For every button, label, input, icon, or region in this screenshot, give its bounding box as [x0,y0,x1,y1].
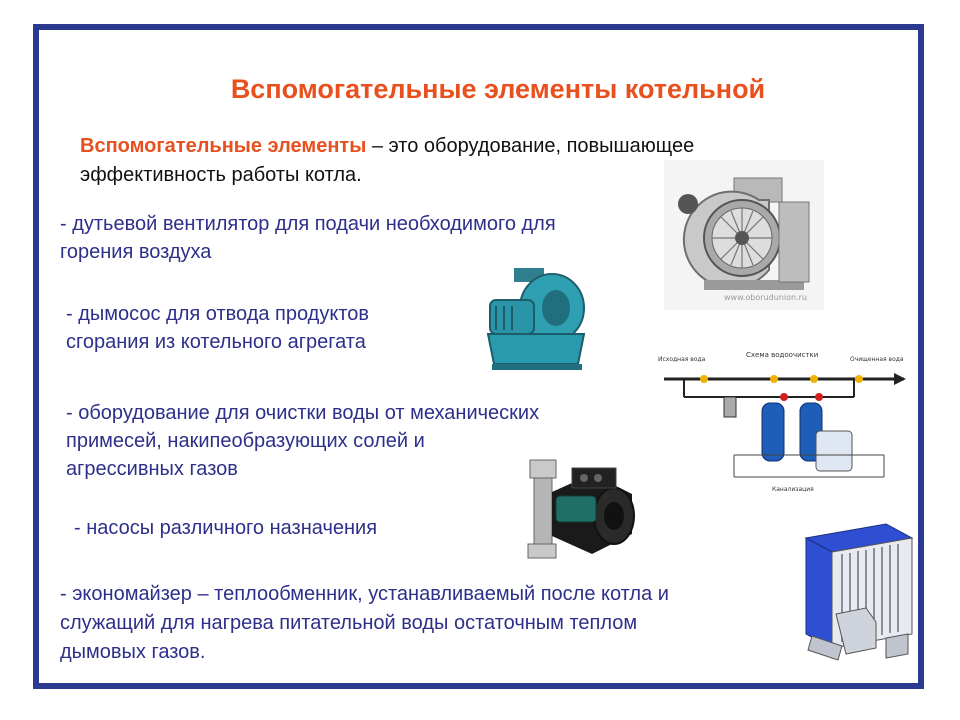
water-treatment-scheme-icon [654,345,914,497]
scheme-label-right: Очищенная вода [850,356,904,363]
scheme-label-bottom: Канализация [772,486,814,493]
economizer-icon [796,518,918,664]
definition-rest-line2: эффективность работы котла. [80,164,362,186]
item-text: - оборудование для очистки воды от механических [66,402,540,424]
list-item-water-treatment [66,399,539,483]
fan-caption: www.oborudunion.ru [724,293,807,302]
item-text: горения воздуха [60,241,212,263]
item-text: - насосы различного назначения [74,517,378,539]
smoke-exhauster-icon [484,268,596,378]
definition-rest: – это оборудование, повышающее [366,135,695,157]
item-text: сгорания из котельного агрегата [66,331,366,353]
centrifugal-fan-icon [664,160,824,310]
circulation-pump-icon [512,452,644,570]
item-text: - дымосос для отвода продуктов [66,303,370,325]
scheme-title: Схема водоочистки [746,351,819,359]
definition-term: Вспомогательные элементы [80,135,367,157]
list-item-pumps [74,514,377,542]
item-text: служащий для нагрева питательной воды остаточным теплом [60,612,638,634]
page-title: Вспомогательные элементы котельной [230,74,766,104]
list-item-exhauster [66,300,369,356]
item-text: примесей, накипеобразующих солей и [66,430,425,452]
item-text: агрессивных газов [66,458,238,480]
item-text: дымовых газов. [60,641,206,663]
scheme-label-left: Исходная вода [658,356,706,363]
list-item-economizer [60,580,669,667]
item-text: - дутьевой вентилятор для подачи необходимого для [60,213,556,235]
item-text: - экономайзер – теплообменник, устанавливаемый после котла и [60,583,669,605]
list-item-fan [60,210,556,266]
